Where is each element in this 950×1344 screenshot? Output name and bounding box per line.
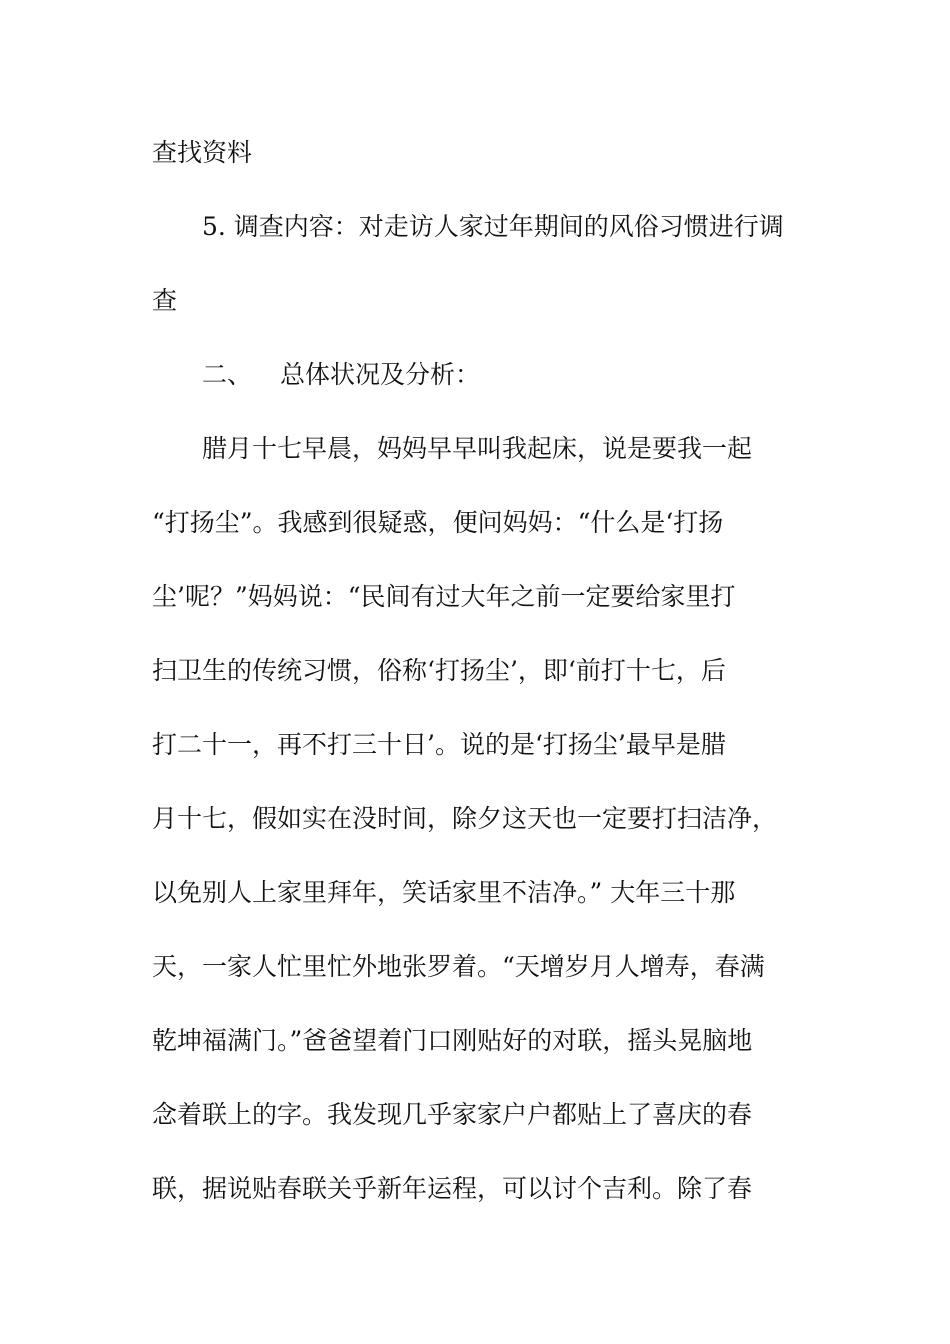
text-line-materials: 查找资料 bbox=[152, 138, 253, 167]
section-number: 二、 bbox=[202, 360, 253, 389]
paragraph-line: 尘’呢？”妈妈说：“民间有过大年之前一定要给家里打 bbox=[152, 582, 736, 611]
paragraph-line: 天，一家人忙里忙外地张罗着。“天增岁月人增寿，春满 bbox=[152, 952, 765, 981]
paragraph-line: 以免别人上家里拜年，笑话家里不洁净。” 大年三十那 bbox=[152, 878, 736, 907]
text-line-survey-content-cont: 查 bbox=[152, 286, 178, 315]
text-line-survey-content: 5. 调查内容：对走访人家过年期间的风俗习惯进行调 bbox=[202, 212, 784, 241]
paragraph-line: 月十七，假如实在没时间，除夕这天也一定要打扫洁净， bbox=[152, 804, 778, 833]
paragraph-line: 乾坤福满门。”爸爸望着门口刚贴好的对联，摇头晃脑地 bbox=[152, 1026, 753, 1055]
paragraph-line: 念着联上的字。我发现几乎家家户户都贴上了喜庆的春 bbox=[152, 1100, 753, 1129]
section-title: 总体状况及分析： bbox=[280, 360, 481, 389]
paragraph-line: 扫卫生的传统习惯，俗称‘打扬尘’，即‘前打十七，后 bbox=[152, 656, 726, 685]
paragraph-line: “打扬尘”。我感到很疑惑，便问妈妈：“什么是‘打扬 bbox=[152, 508, 724, 537]
paragraph-line: 打二十一，再不打三十日’。说的是‘打扬尘’最早是腊 bbox=[152, 730, 726, 759]
paragraph-line: 联，据说贴春联关乎新年运程，可以讨个吉利。除了春 bbox=[152, 1174, 753, 1203]
section-heading bbox=[202, 359, 480, 391]
paragraph-line: 腊月十七早晨，妈妈早早叫我起床，说是要我一起 bbox=[202, 434, 753, 463]
